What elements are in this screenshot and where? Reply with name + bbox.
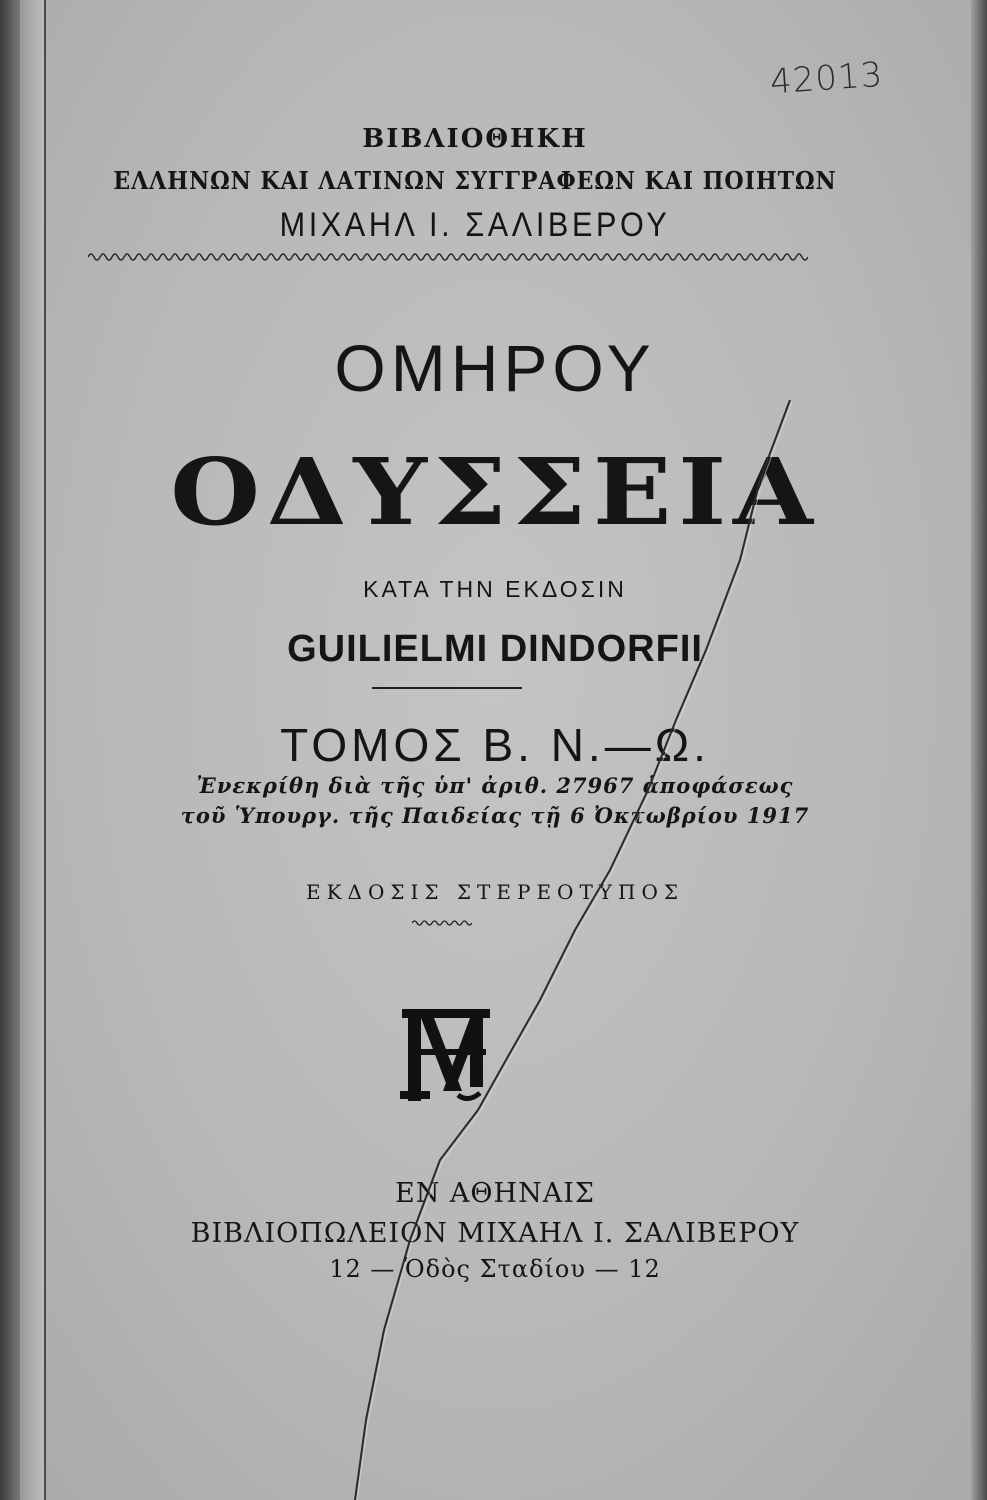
author-name: ΟΜΗΡΟΥ bbox=[334, 331, 656, 405]
handwritten-inventory-number: 42013 bbox=[768, 54, 885, 103]
approval-line-1: Ἐνεκρίθη διὰ τῆς ὑπ' ἀριθ. 27967 ἀποφάσεως bbox=[196, 773, 794, 798]
editor-name: GUILIELMI DINDORFII bbox=[287, 628, 703, 670]
volume-label: ΤΟΜΟΣ Β. Ν.—Ω. bbox=[280, 719, 710, 771]
series-title: ΒΙΒΛΙΟΘΗΚΗ bbox=[362, 124, 588, 154]
imprint-address: 12 — Ὁδὸς Σταδίου — 12 bbox=[329, 1255, 661, 1283]
series-subtitle: ΕΛΛΗΝΩΝ ΚΑΙ ΛΑΤΙΝΩΝ ΣΥΓΓΡΑΦΕΩΝ ΚΑΙ ΠΟΙΗΤΩΝ bbox=[113, 166, 837, 195]
series-publisher: ΜΙΧΑΗΛ Ι. ΣΑΛΙΒΕΡΟΥ bbox=[279, 206, 671, 244]
imprint-city: ΕΝ ΑΘΗΝΑΙΣ bbox=[395, 1178, 595, 1209]
work-title: ΟΔΥΣΣΕΙΑ bbox=[170, 438, 820, 546]
edition-type: ΕΚΔΟΣΙΣ ΣΤΕΡΕΟΤΥΠΟΣ bbox=[306, 880, 684, 904]
edition-line: ΚΑΤΑ ΤΗΝ ΕΚΔΟΣΙΝ bbox=[363, 576, 627, 602]
imprint-bookshop: ΒΙΒΛΙΟΠΩΛΕΙΟΝ ΜΙΧΑΗΛ Ι. ΣΑΛΙΒΕΡΟΥ bbox=[190, 1218, 800, 1249]
approval-line-2: τοῦ Ὑπουργ. τῆς Παιδείας τῇ 6 Ὀκτωβρίου 1917 bbox=[180, 803, 810, 828]
